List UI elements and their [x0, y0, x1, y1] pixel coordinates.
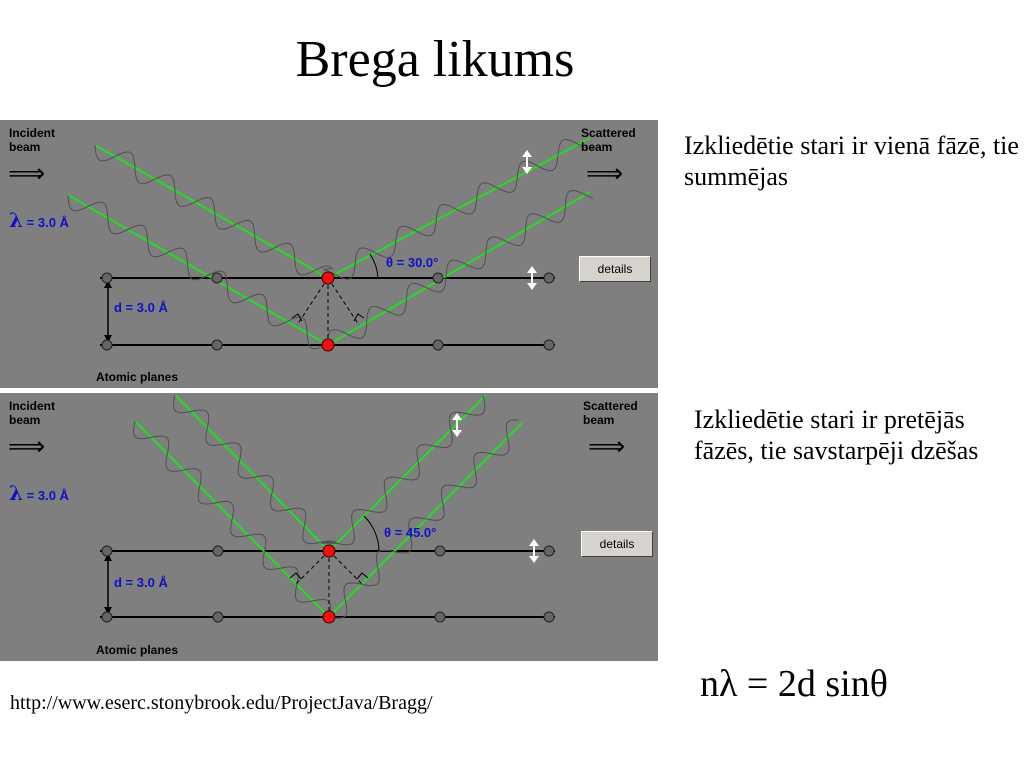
- construction-line: [297, 278, 328, 325]
- source-link[interactable]: http://www.eserc.stonybrook.edu/ProjectJava/Bragg/: [10, 692, 433, 714]
- theta-arc: [370, 254, 378, 278]
- drag-handle-icon[interactable]: [452, 413, 462, 437]
- atom: [212, 273, 222, 283]
- details-button[interactable]: details: [579, 256, 651, 282]
- atom: [544, 546, 554, 556]
- atom: [212, 340, 222, 350]
- atom: [433, 340, 443, 350]
- atom: [102, 546, 112, 556]
- atom: [213, 612, 223, 622]
- scattered-beam-label: Scattered beam: [583, 399, 638, 427]
- beam-upper: [95, 138, 590, 278]
- atomic-planes-label: Atomic planes: [96, 370, 179, 384]
- theta-label: θ = 30.0°: [386, 255, 439, 270]
- atom-scatter-point: [322, 339, 334, 351]
- atom: [544, 340, 554, 350]
- incident-arrow-icon: ⟹: [8, 431, 46, 461]
- caption-in-phase: Izkliedētie stari ir vienā fāzē, tie summējas: [684, 131, 1019, 191]
- bragg-formula: nλ = 2d sinθ: [700, 663, 888, 705]
- wave-upper: [174, 395, 485, 545]
- atom: [213, 546, 223, 556]
- theta-arc: [364, 516, 379, 551]
- caption-out-of-phase: Izkliedētie stari ir pretējās fāzēs, tie savstarpēji dzēšas: [694, 405, 979, 465]
- bragg-diagram: [0, 393, 658, 661]
- wave-lower: [134, 420, 519, 619]
- incident-arrow-icon: ⟹: [8, 158, 46, 188]
- bragg-simulation-panel-in-phase: [0, 120, 658, 388]
- beam-upper: [175, 395, 486, 551]
- construction-line: [329, 551, 362, 584]
- bragg-simulation-panel-out-of-phase: [0, 393, 658, 661]
- bragg-diagram: [0, 120, 658, 388]
- atom: [435, 612, 445, 622]
- wavelength-label: λ = 3.0 Å: [9, 481, 69, 505]
- wave-lower: [68, 191, 593, 349]
- atom: [544, 612, 554, 622]
- d-spacing-label: d = 3.0 Å: [114, 300, 168, 315]
- construction-line: [328, 278, 359, 325]
- atom: [544, 273, 554, 283]
- incident-beam-label: Incident beam: [9, 399, 56, 427]
- atom: [435, 546, 445, 556]
- atom-scatter-point: [323, 545, 335, 557]
- atom-scatter-point: [323, 611, 335, 623]
- atom: [102, 340, 112, 350]
- theta-label: θ = 45.0°: [384, 525, 437, 540]
- incident-beam-label: Incident beam: [9, 126, 56, 154]
- atom: [433, 273, 443, 283]
- construction-line: [296, 551, 329, 584]
- d-spacing-label: d = 3.0 Å: [114, 575, 168, 590]
- scattered-beam-label: Scattered beam: [581, 126, 636, 154]
- atom: [102, 273, 112, 283]
- wavelength-label: λ = 3.0 Å: [9, 208, 69, 232]
- slide-title: Brega likums: [295, 31, 575, 88]
- atom: [102, 612, 112, 622]
- wave-upper: [95, 140, 595, 280]
- scattered-arrow-icon: ⟹: [586, 158, 624, 188]
- atomic-planes-label: Atomic planes: [96, 643, 179, 657]
- atom-scatter-point: [322, 272, 334, 284]
- scattered-arrow-icon: ⟹: [588, 431, 626, 461]
- details-button[interactable]: details: [581, 531, 653, 557]
